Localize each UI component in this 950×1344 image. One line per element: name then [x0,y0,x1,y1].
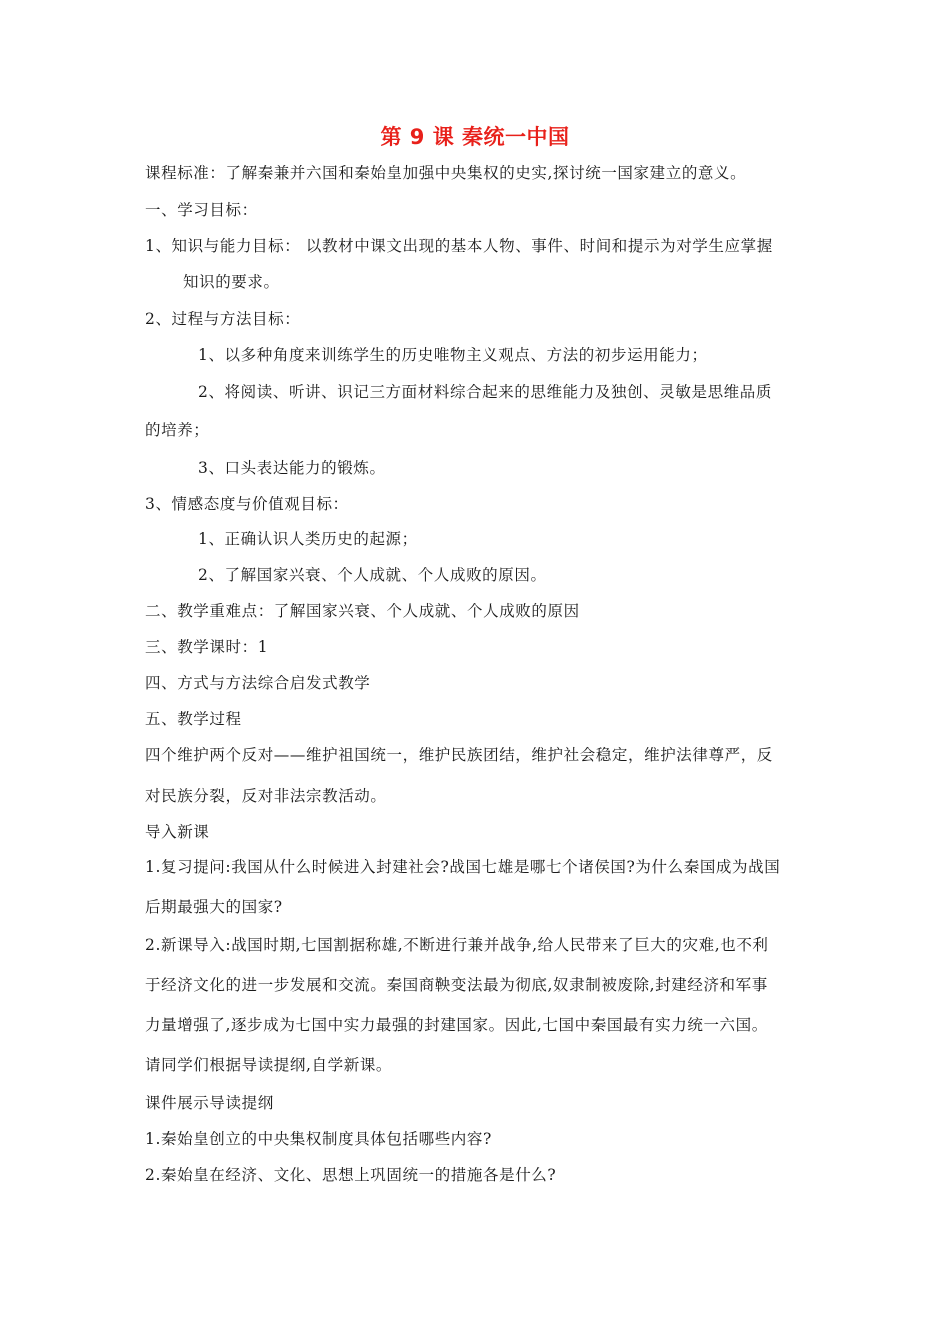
section-key-points: 二、教学重难点：了解国家兴衰、个人成就、个人成败的原因 [145,602,580,620]
new-lesson-intro-cont-2: 力量增强了,逐步成为七国中实力最强的封建国家。因此,七国中秦国最有实力统一六国。 [145,1016,768,1034]
outline-question-2: 2.秦始皇在经济、文化、思想上巩固统一的措施各是什么? [145,1166,557,1184]
section-process: 五、教学过程 [145,710,242,728]
paragraph-four-maintains: 四个维护两个反对——维护祖国统一，维护民族团结，维护社会稳定，维护法律尊严，反 [145,746,773,764]
new-lesson-intro: 2.新课导入:战国时期,七国割据称雄,不断进行兼并战争,给人民带来了巨大的灾难,也不利 [145,936,769,954]
process-item-3: 3、口头表达能力的锻炼。 [198,459,386,477]
section-class-hours: 三、教学课时：1 [145,638,269,656]
paragraph-four-maintains-cont: 对民族分裂，反对非法宗教活动。 [145,787,387,805]
lesson-title: 第 9 课 秦统一中国 [380,125,570,149]
process-item-2-cont: 的培养； [145,421,210,439]
goal-emotion: 3、情感态度与价值观目标： [145,495,349,513]
goal-knowledge-cont: 知识的要求。 [183,273,280,291]
outline-question-1: 1.秦始皇创立的中央集权制度具体包括哪些内容? [145,1130,492,1148]
emotion-item-2: 2、了解国家兴衰、个人成就、个人成败的原因。 [198,566,547,584]
review-question-cont: 后期最强大的国家? [145,898,283,916]
review-question: 1.复习提问:我国从什么时候进入封建社会?战国七雄是哪七个诸侯国?为什么秦国成为战国 [145,858,781,876]
process-item-1: 1、以多种角度来训练学生的历史唯物主义观点、方法的初步运用能力； [198,346,708,364]
goal-knowledge: 1、知识与能力目标： 以教材中课文出现的基本人物、事件、时间和提示为对学生应掌握 [145,237,773,255]
goal-process: 2、过程与方法目标： [145,310,301,328]
heading-intro: 导入新课 [145,823,210,841]
self-study-instruction: 请同学们根据导读提纲,自学新课。 [145,1056,393,1074]
curriculum-standard: 课程标准：了解秦兼并六国和秦始皇加强中央集权的史实,探讨统一国家建立的意义。 [145,164,747,182]
section-method: 四、方式与方法综合启发式教学 [145,674,371,692]
new-lesson-intro-cont-1: 于经济文化的进一步发展和交流。秦国商鞅变法最为彻底,奴隶制被废除,封建经济和军事 [145,976,768,994]
section-heading-goals: 一、学习目标： [145,201,258,219]
heading-guide-outline: 课件展示导读提纲 [145,1094,274,1112]
process-item-2: 2、将阅读、听讲、识记三方面材料综合起来的思维能力及独创、灵敏是思维品质 [198,383,772,401]
emotion-item-1: 1、正确认识人类历史的起源； [198,530,418,548]
